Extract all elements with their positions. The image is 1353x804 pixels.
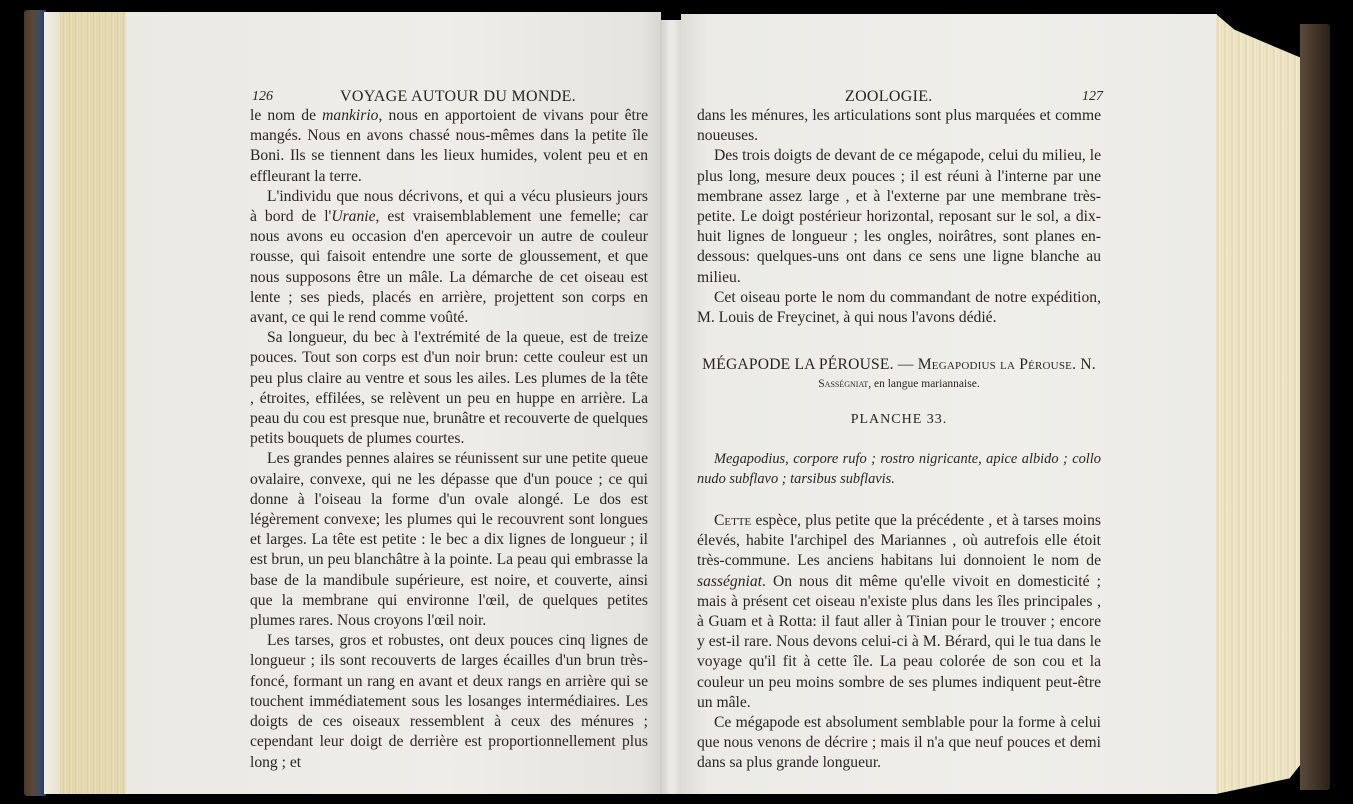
paragraph: dans les ménures, les articulations sont plus marquées et comme noueuses. [697,107,1101,145]
page-edges-left [44,12,126,794]
right-page-text [697,106,1101,774]
page-number-right: 127 [1082,89,1103,104]
latin-diagnosis: Megapodius, corpore rufo ; rostro nigricante, apice albido ; collo nudo subflavo ; tarsibus subflavis. [697,450,1101,487]
paragraph: L'individu que nous décrivons, et qui a vécu plusieurs jours à bord de l'Uranie, est vraisemblablement une femelle; car nous avons eu occasion d'en apercevoir un autre de couleur rousse, qui faisoit entendre une sorte de gloussement, et que nous supposons être un mâle. La démarche de cet oiseau est lente ; ses pieds, placés en arrière, projettent son corps en avant, ce qui le rend comme voûté. [250,187,648,327]
running-head-right: ZOOLOGIE. [845,88,933,105]
italic-term: sasségniat [697,572,762,590]
paragraph: Sa longueur, du bec à l'extrémité de la queue, est de treize pouces. Tout son corps est d'un noir brun: cette couleur est un peu plus claire au ventre et sous les ailes. Les plumes de la tête , étroites, effilées, se relèvent un peu en huppe en arrière. La peau du cou est presque nue, brunâtre et recouverte de quelques petits bouquets de plumes courtes. [250,329,648,448]
paragraph: Cet oiseau porte le nom du commandant de notre expédition, M. Louis de Freycinet, à qui nous l'avons dédié. [697,288,1101,327]
species-subheading: Sasségniat, en langue mariannaise. [818,378,980,391]
page-number-left: 126 [252,89,273,104]
book-gutter [660,20,682,794]
paragraph: le nom de mankirio, nous en apportoient de vivans pour être mangés. Nous en avons chassé nous-mêmes dans la petite île Boni. Ils se tiennent dans les lieux humides, volent peu et en effleurant la terre. [250,107,649,185]
italic-term: Uranie [331,208,376,226]
italic-term: mankirio [322,107,379,124]
paragraph: Les tarses, gros et robustes, ont deux pouces cinq lignes de longueur ; ils sont recouverts de larges écailles d'un brun très-foncé, formant un rang en avant et deux rangs en arrière qui se touchent immédiatement sous les losanges intermédiaires. Les doigts de ces oiseaux ressemblent à ceux des ménures ; cependant leur doigt de derrière est proportionnellement plus long ; et [250,632,648,771]
paragraph: Des trois doigts de devant de ce mégapode, celui du milieu, le plus long, mesure deux pouces ; il est réuni à l'interne par une membrane assez large , et à l'externe par une membrane très-petite. Le doigt postérieur horizontal, reposant sur le sol, a dix-huit lignes de longueur ; les ongles, noirâtres, sont planes en-dessous: quelques-uns ont dans ce sens une ligne blanche au milieu. [697,147,1101,286]
book-cover-left [24,10,46,796]
plate-reference: PLANCHE 33. [850,412,948,428]
left-page-text [250,106,648,773]
paragraph: Ce mégapode est absolument semblable pour la forme à celui que nous venons de décrire ; mais il n'a que neuf pouces et demi dans sa plus grande longueur. [697,714,1101,772]
running-head-left: VOYAGE AUTOUR DU MONDE. [340,88,576,105]
paragraph: Cette espèce, plus petite que la précédente , et à tarses moins élevés, habite l'archipel des Mariannes , où autrefois elle étoit très-commune. Les anciens habitans lui donnoient le nom de sasségniat. On nous dit même qu'elle vivoit en domesticité ; mais à présent cet oiseau n'existe plus dans les îles principales , à Guam et à Rotta: il faut aller à Tinian pour le trouver ; encore y est-il rare. Nous devons celui-ci à M. Bérard, qui le tua dans le voyage qu'il fit à cette île. La peau colorée de son cou et la couleur un peu moins sombre de ses plumes indiquent peut-être un mâle. [697,512,1101,711]
book-cover-right [1300,24,1330,790]
species-heading: MÉGAPODE LA PÉROUSE. — Megapodius la Pérouse. N. [702,356,1096,374]
paragraph: Les grandes pennes alaires se réunissent sur une petite queue ovalaire, convexe, qui ne les dépasse que d'un pouce ; ce qui donne à l'oiseau la forme d'un ovale alongé. Le dos est légèrement convexe; les plumes qui le recouvrent sont longues et larges. La tête est petite : le bec a dix lignes de longueur ; il est brun, un peu blanchâtre à la pointe. La peau qui embrasse la base de la mandibule supérieure, est noire, et couverte, ainsi que la membrane qui environne l'œil, de quelques petites plumes rares. Nous croyons l'œil noir. [250,450,648,630]
page-edges-right [1216,14,1308,794]
